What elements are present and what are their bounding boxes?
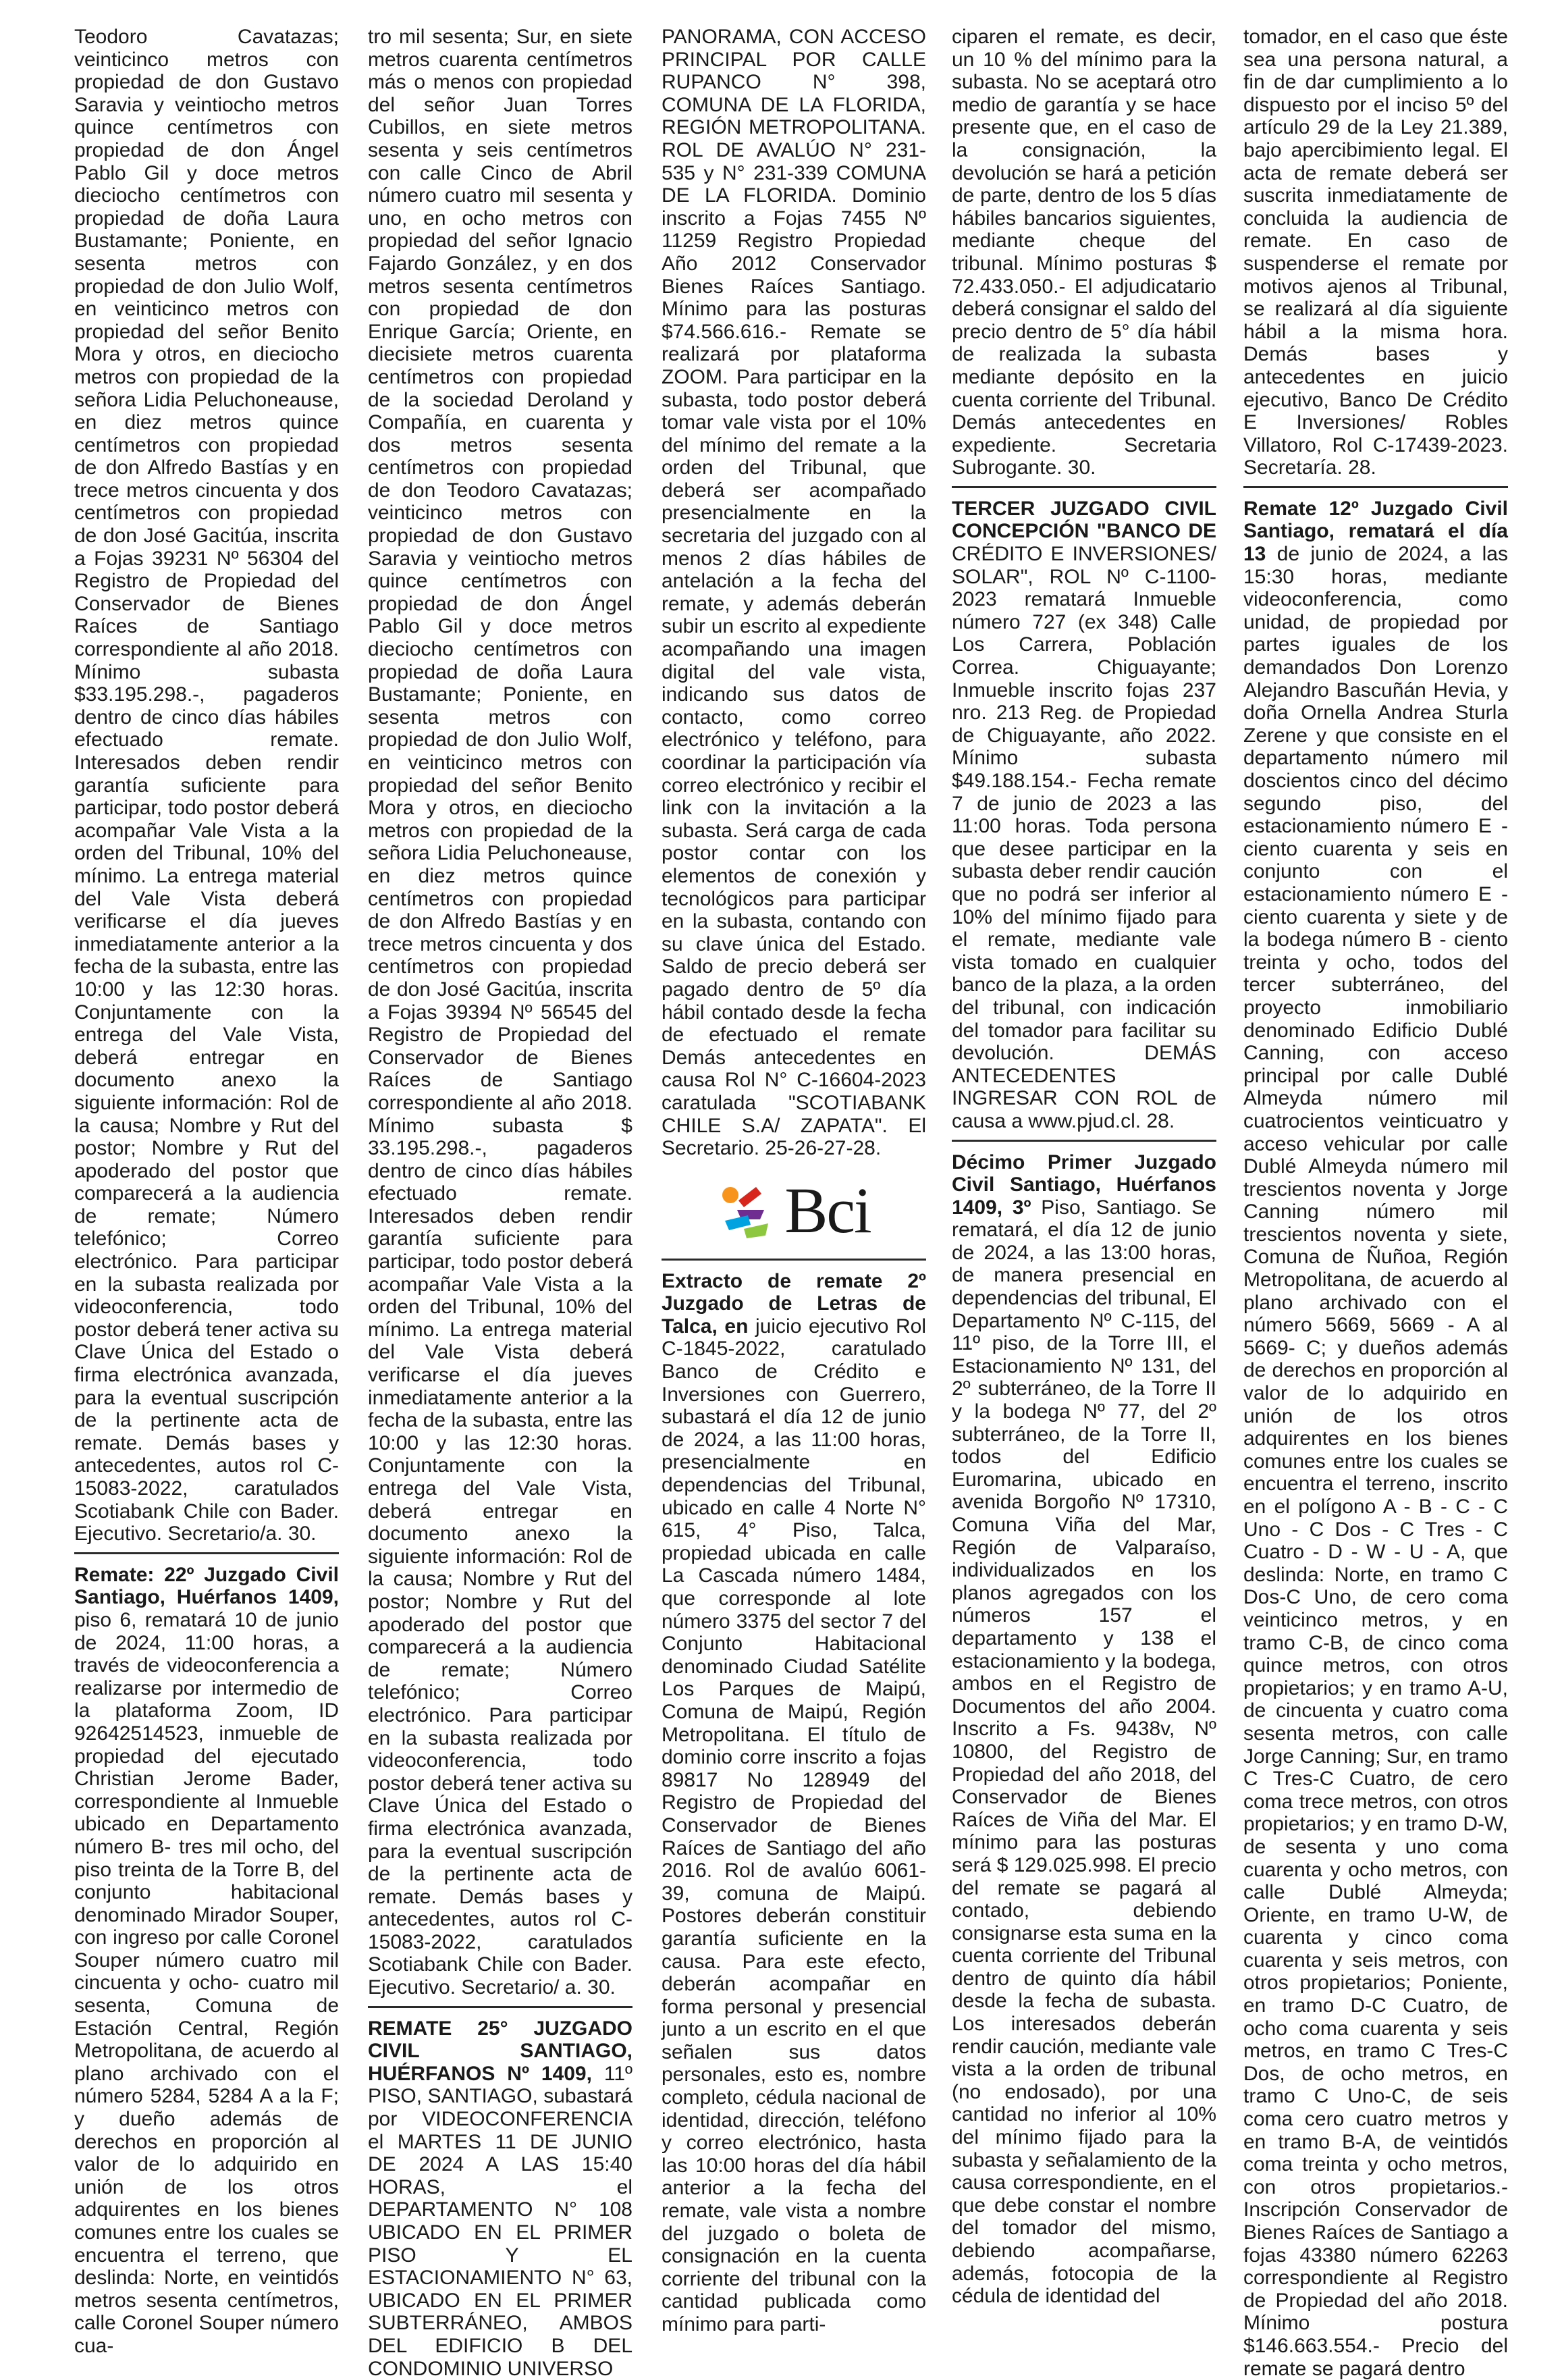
notice-body: de junio de 2024, a las 15:30 horas, mediante videoconferencia, como unidad, de propiedad por partes iguales de los demandados Don Lorenzo Alejandro Bascuñán Hevia, y doña Ornella Andrea Sturla Zerene y que consiste en el departamento número mil doscientos cinco del décimo segundo piso, del estacionamiento número E - ciento cuarenta y seis en conjunto con el estacionamiento número E - ciento cuarenta y siete y de la bodega número B - ciento treinta y ocho, todos del tercer subterráneo, del proyecto inmobiliario denominado Edificio Dublé Canning, con acceso principal por calle Dublé Almeyda número mil cuatrocientos veinticuatro y acceso vehicular por calle Dublé Almeyda número mil trescientos noventa y Jorge Canning número mil trescientos noventa y siete, Comuna de Ñuñoa, Región Metropolitana, de acuerdo al plano archivado con el número 5669, 5669 - A al 5669- C; y dueños además de derechos en proporción al valor de lo adquirido en unión de los otros adquirentes en los bienes comunes entre los cuales se encuentra el terreno, inscrito en el polígono A - B - C - C Uno - C Dos - C Tres - C Cuatro - D - W - U - A, que deslinda: Norte, en tramo C Dos-C Uno, de cero coma veinticinco metros, y en tramo C-B, de cinco coma quince metros, con otros propietarios; y en tramo A-U, de cincuenta y cuatro coma sesenta metros, con calle Jorge Canning; Sur, en tramo C Tres-C Cuatro, de cero coma trece metros, con otros propietarios; y en tramo D-W, de sesenta y uno coma cuarenta y ocho metros, con calle Dublé Almeyda; Oriente, en tramo U-W, de cuarenta y cinco coma cuarenta y seis metros, con otros propietarios; Poniente, en tramo D-C Cuatro, de ocho coma cuarenta y seis metros, en tramo C Tres-C Dos, de ocho metros, en tramo C Uno-C, de seis coma cero cuatro metros y en tramo B-A, de veintidós coma treinta y ocho metros, con otros propietarios.- Inscripción Conservador de Bienes Raíces de Santiago a fojas 43380 número 62263 correspondiente al Registro de Propiedad del año 2018. Mínimo postura $146.663.554.- Precio del remate se pagará dentro bbox=[1243, 543, 1508, 2380]
bci-mark-icon bbox=[717, 1180, 778, 1241]
notice-continuation: Teodoro Cavatazas; veinticinco metros con propiedad de don Gustavo Saravia y veintiocho metros quince centímetros con propiedad de don Ángel Pablo Gil y doce metros dieciocho centímetros con propiedad de doña Laura Bustamante; Poniente, en sesenta metros con propiedad de don Julio Wolf, en veinticinco metros con propiedad del señor Benito Mora y otros, en dieciocho metros con propiedad de la señora Lidia Peluchoneause, en diez metros quince centímetros con propiedad de don Alfredo Bastías y en trece metros cincuenta y dos centímetros con propiedad de don José Gacitúa, inscrita a Fojas 39231 Nº 56304 del Registro de Propiedad del Conservador de Bienes Raíces de Santiago correspondiente al año 2018. Mínimo subasta $33.195.298.-, pagaderos dentro de cinco días hábiles efectuado remate. Interesados deben rendir garantía suficiente para participar, todo postor deberá acompañar Vale Vista a la orden del Tribunal, 10% del mínimo. La entrega material del Vale Vista deberá verificarse el día jueves inmediatamente anterior a la fecha de la subasta, entre las 10:00 y las 12:30 horas. Conjuntamente con la entrega del Vale Vista, deberá entregar en documento anexo la siguiente información: Rol de la causa; Nombre y Rut del postor; Nombre y Rut del apoderado del postor que comparecerá a la audiencia de remate; Número telefónico; Correo electrónico. Para participar en la subasta realizada por videoconferencia, todo postor deberá tener activa su Clave Única del Estado o firma electrónica avanzada, para la eventual suscripción de la pertinente acta de remate. Demás bases y antecedentes, autos rol C-15083-2022, caratulados Scotiabank Chile con Bader. Ejecutivo. Secretario/a. 30. bbox=[74, 26, 339, 1545]
notice-heading: Remate: 22º Juzgado Civil Santiago, Huérfanos 1409, bbox=[74, 1563, 339, 1609]
bci-wordmark: Bci bbox=[784, 1173, 871, 1246]
notice-body: piso 6, rematará 10 de junio de 2024, 11:00 horas, a través de videoconferencia a realizarse por intermedio de la plataforma Zoom, ID 92642514523, inmueble de propiedad del ejecutado Christian Jerome Bader, correspondiente al Inmueble ubicado en Departamento número B- tres mil ocho, del piso treinta de la Torre B, del conjunto habitacional denominado Mirador Souper, con ingreso por calle Coronel Souper número cuatro mil cincuenta y ocho- cuatro mil sesenta, Comuna de Estación Central, Región Metropolitana, de acuerdo al plano archivado con el número 5284, 5284 A a la F; y dueño además de derechos en proporción al valor de lo adquirido en unión de los otros adquirentes en los bienes comunes entre los cuales se encuentra el terreno, que deslinda: Norte, en veintidós metros sesenta centímetros, calle Coronel Souper número cua- bbox=[74, 1608, 339, 2357]
notice-continuation: tomador, en el caso que éste sea una persona natural, a fin de dar cumplimiento a lo dispuesto por el inciso 5º del artículo 29 de la Ley 21.389, bajo apercibimiento legal. El acta de remate deberá ser suscrita inmediatamente de concluida la audiencia de remate. En caso de suspenderse el remate por motivos ajenos al Tribunal, se realizará al día siguiente hábil a la misma hora. Demás bases y antecedentes en juicio ejecutivo, Banco De Crédito E Inversiones/ Robles Villatoro, Rol C-17439-2023. Secretaría. 28. bbox=[1243, 26, 1508, 479]
notice-continuation: ciparen el remate, es decir, un 10 % del mínimo para la subasta. No se aceptará otro medio de garantía y se hace presente que, en el caso de la consignación, la devolución se hará a petición de parte, dentro de los 5 días hábiles bancarios siguientes, mediante cheque del tribunal. Mínimo posturas $ 72.433.050.- El adjudicatario deberá consignar el saldo del precio dentro de 5° día hábil de realizada la subasta mediante depósito en la cuenta corriente del Tribunal. Demás antecedentes en expediente. Secretaria Subrogante. 30. bbox=[952, 26, 1216, 479]
notice-divider bbox=[952, 1140, 1216, 1142]
column-1 bbox=[74, 26, 339, 2357]
notice-remate-22-juzgado bbox=[74, 1564, 339, 2358]
column-5 bbox=[1243, 26, 1508, 2380]
notice-divider bbox=[662, 1259, 926, 1261]
notice-heading: Remate 12º Juzgado Civil Santiago, rematará el día 13 bbox=[1243, 497, 1508, 566]
column-4 bbox=[952, 26, 1216, 2308]
notice-heading: Extracto de remate 2º Juzgado de Letras de Talca, en bbox=[662, 1269, 926, 1338]
notice-body: Piso, Santiago. Se rematará, el día 12 de junio de 2024, a las 13:00 horas, de manera presencial en dependencias del tribunal, El Departamento Nº C-115, del 11º piso, de la Torre III, el Estacionamiento Nº 131, del 2º subterráneo, de la Torre II y la bodega Nº 77, del 2º subterráneo, de la Torre II, todos del Edificio Euromarina, ubicado en avenida Borgoño Nº 17310, Comuna Viña del Mar, Región de Valparaíso, individualizados en los planos agregados con los números 157 el departamento y 138 el estacionamiento y la bodega, ambos en el Registro de Documentos del año 2004. Inscrito a Fs. 9438v, Nº 10800, del Registro de Propiedad del año 2018, del Conservador de Bienes Raíces de Viña del Mar. El mínimo para las posturas será $ 129.025.998. El precio del remate se pagará al contado, debiendo consignarse esta suma en la cuenta corriente del Tribunal dentro de quinto día hábil desde la fecha de subasta. Los interesados deberán rendir caución, mediante vale vista a la orden de tribunal (no endosado), por una cantidad no inferior al 10% del mínimo fijado para la subasta y señalamiento de la causa correspondiente, en el que debe constar el nombre del tomador del mismo, debiendo acompañarse, además, fotocopia de la cédula de identidad del bbox=[952, 1196, 1216, 2308]
notice-remate-25-juzgado bbox=[368, 2017, 632, 2380]
notice-decimo-primer-juzgado bbox=[952, 1151, 1216, 2308]
notice-remate-2-juzgado-talca bbox=[662, 1270, 926, 2336]
notice-tercer-juzgado-concepcion bbox=[952, 498, 1216, 1133]
notice-continuation: PANORAMA, CON ACCESO PRINCIPAL POR CALLE RUPANCO N° 398, COMUNA DE LA FLORIDA, REGIÓN METROPOLITANA. ROL DE AVALÚO N° 231-535 y N° 231-339 COMUNA DE LA FLORIDA. Dominio inscrito a Fojas 7455 Nº 11259 Registro Propiedad Año 2012 Conservador Bienes Raíces Santiago. Mínimo para las posturas $74.566.616.- Remate se realizará por plataforma ZOOM. Para participar en la subasta, todo postor deberá tomar vale vista por el 10% del mínimo del remate a la orden del Tribunal, que deberá ser acompañado presencialmente en la secretaria del juzgado con al menos 2 días hábiles de antelación a la fecha del remate, y además deberán subir un escrito al expediente acompañando una imagen digital del vale vista, indicando sus datos de contacto, como correo electrónico y teléfono, para coordinar la participación vía correo electrónico y recibir el link con la invitación a la subasta. Será carga de cada postor contar con los elementos de conexión y tecnológicos para participar en la subasta, contando con su clave única del Estado. Saldo de precio deberá ser pagado dentro de 5º día hábil contado desde la fecha de efectuado el remate Demás antecedentes en causa Rol N° C-16604-2023 caratulada "SCOTIABANK CHILE S.A/ ZAPATA". El Secretario. 25-26-27-28. bbox=[662, 26, 926, 1160]
notice-heading: TERCER JUZGADO CIVIL CONCEPCIÓN "BANCO DE bbox=[952, 497, 1216, 543]
notice-divider bbox=[1243, 486, 1508, 488]
notice-remate-12-juzgado bbox=[1243, 498, 1508, 2380]
column-3 bbox=[662, 26, 926, 2335]
column-2 bbox=[368, 26, 633, 2380]
notice-divider bbox=[74, 1552, 339, 1554]
notice-heading: Décimo Primer Juzgado Civil Santiago, Huérfanos 1409, 3º bbox=[952, 1151, 1216, 1219]
notice-divider bbox=[368, 2006, 632, 2008]
notice-divider bbox=[952, 486, 1216, 488]
bci-logo bbox=[662, 1173, 926, 1248]
notice-body: CRÉDITO E INVERSIONES/ SOLAR", ROL Nº C-1100-2023 rematará Inmueble número 727 (ex 348) Calle Los Carrera, Población Correa. Chiguayante; Inmueble inscrito fojas 237 nro. 213 Reg. de Propiedad de Chiguayante, año 2022. Mínimo subasta $49.188.154.- Fecha remate 7 de junio de 2023 a las 11:00 horas. Toda persona que desee participar en la subasta deber rendir caución que no podrá ser inferior al 10% del mínimo fijado para el remate, mediante vale vista tomado en cualquier banco de la plaza, a la orden del tribunal, con indicación del tomador para facilitar su devolución. DEMÁS ANTECEDENTES INGRESAR CON ROL de causa a www.pjud.cl. 28. bbox=[952, 543, 1216, 1132]
notice-heading: REMATE 25° JUZGADO CIVIL SANTIAGO, HUÉRFANOS Nº 1409, bbox=[368, 2017, 632, 2085]
notice-body: juicio ejecutivo Rol C-1845-2022, caratulado Banco de Crédito e Inversiones con Guerrero, subastará el día 12 de junio de 2024, a las 11:00 horas, presencialmente en dependencias del Tribunal, ubicado en calle 4 Norte N° 615, 4° Piso, Talca, propiedad ubicada en calle La Cascada número 1484, que corresponde al lote número 3375 del sector 7 del Conjunto Habitacional denominado Ciudad Satélite Los Parques de Maipú, Comuna de Maipú, Región Metropolitana. El título de dominio corre inscrito a fojas 89817 No 128949 del Registro de Propiedad del Conservador de Bienes Raíces de Santiago del año 2016. Rol de avalúo 6061-39, comuna de Maipú. Postores deberán constituir garantía suficiente en la causa. Para este efecto, deberán acompañar en forma personal y presencial junto a un escrito en el que señalen sus datos personales, esto es, nombre completo, cédula nacional de identidad, dirección, teléfono y correo electrónico, hasta las 10:00 horas del día hábil anterior a la fecha del remate, vale vista a nombre del juzgado o boleta de consignación en la cuenta corriente del tribunal con la cantidad publicada como mínimo para parti- bbox=[662, 1315, 926, 2335]
notice-continuation: tro mil sesenta; Sur, en siete metros cuarenta centímetros más o menos con propiedad del señor Juan Torres Cubillos, en siete metros sesenta y seis centímetros con calle Cinco de Abril número cuatro mil sesenta y uno, en ocho metros con propiedad del señor Ignacio Fajardo González, y en dos metros sesenta centímetros con propiedad de don Enrique García; Oriente, en diecisiete metros cuarenta centímetros con propiedad de la sociedad Deroland y Compañía, en cuarenta y dos metros sesenta centímetros con propiedad de don Teodoro Cavatazas; veinticinco metros con propiedad de don Gustavo Saravia y veintiocho metros quince centímetros con propiedad de don Ángel Pablo Gil y doce metros dieciocho centímetros con propiedad de doña Laura Bustamante; Poniente, en sesenta metros con propiedad de don Julio Wolf, en veinticinco metros con propiedad del señor Benito Mora y otros, en dieciocho metros con propiedad de la señora Lidia Peluchoneause, en diez metros quince centímetros con propiedad de don Alfredo Bastías y en trece metros cincuenta y dos centímetros con propiedad de don José Gacitúa, inscrita a Fojas 39394 Nº 56545 del Registro de Propiedad del Conservador de Bienes Raíces de Santiago correspondiente al año 2018. Mínimo subasta $ 33.195.298.-, pagaderos dentro de cinco días hábiles efectuado remate. Interesados deben rendir garantía suficiente para participar, todo postor deberá acompañar Vale Vista a la orden del Tribunal, 10% del mínimo. La entrega material del Vale Vista deberá verificarse el día jueves inmediatamente anterior a la fecha de la subasta, entre las 10:00 y las 12:30 horas. Conjuntamente con la entrega del Vale Vista, deberá entregar en documento anexo la siguiente información: Rol de la causa; Nombre y Rut del postor; Nombre y Rut del apoderado del postor que comparecerá a la audiencia de remate; Número telefónico; Correo electrónico. Para participar en la subasta realizada por videoconferencia, todo postor deberá tener activa su Clave Única del Estado o firma electrónica avanzada, para la eventual suscripción de la pertinente acta de remate. Demás bases y antecedentes, autos rol C-15083-2022, caratulados Scotiabank Chile con Bader. Ejecutivo. Secretario/ a. 30. bbox=[368, 26, 632, 1999]
notice-body: 11º PISO, SANTIAGO, subastará por VIDEOCONFERENCIA el MARTES 11 DE JUNIO DE 2024 A LAS 15:40 HORAS, el DEPARTAMENTO N° 108 UBICADO EN EL PRIMER PISO Y EL ESTACIONAMIENTO N° 63, UBICADO EN EL PRIMER SUBTERRÁNEO, AMBOS DEL EDIFICIO B DEL CONDOMINIO UNIVERSO bbox=[368, 2062, 633, 2380]
